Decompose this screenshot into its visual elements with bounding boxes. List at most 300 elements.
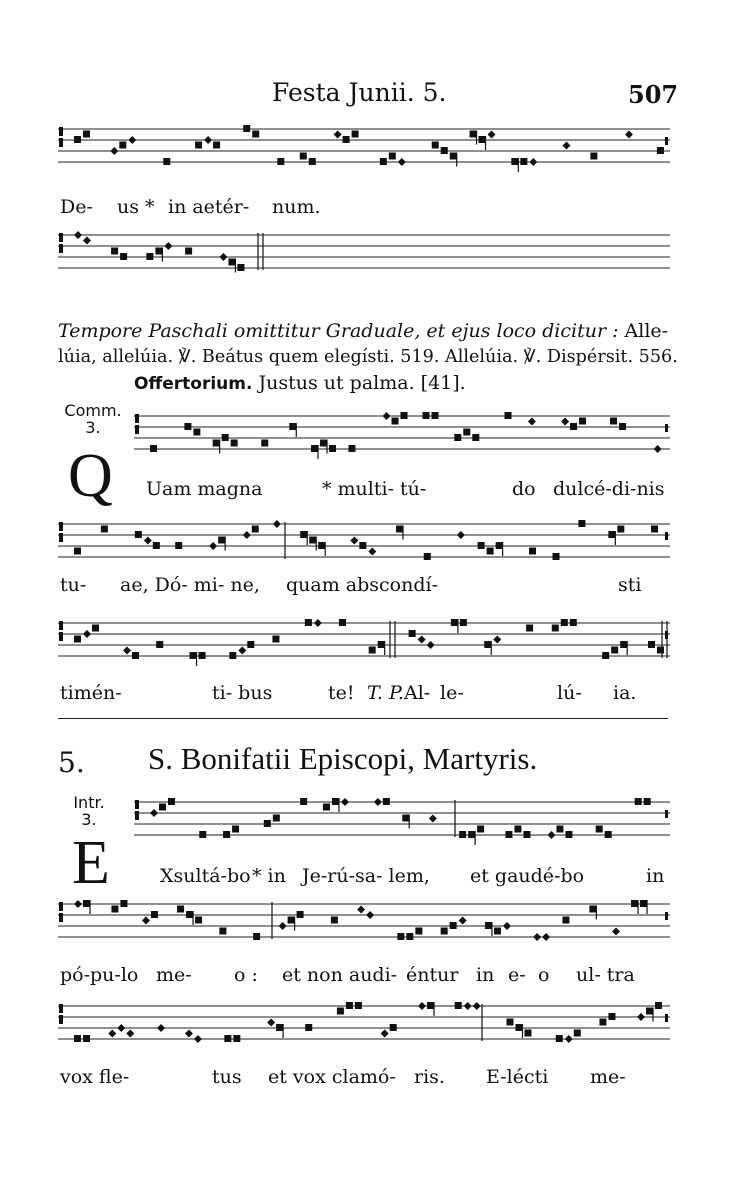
neume-punctum xyxy=(608,1013,615,1020)
neume-punctum xyxy=(83,131,90,138)
lyric-syllable: Uam magna xyxy=(146,478,263,500)
neume-punctum xyxy=(339,619,346,626)
neume-rhombus xyxy=(164,242,172,250)
neume-punctum xyxy=(561,619,568,626)
lyric-syllable: ul- tra xyxy=(576,964,635,986)
neume-punctum xyxy=(526,625,533,632)
communio-mode: 3. xyxy=(85,418,101,437)
neume-rhombus xyxy=(128,136,136,144)
neume-rhombus xyxy=(561,418,569,426)
neume-punctum xyxy=(155,248,162,255)
rubric-italic: Tempore Paschali omittitur Graduale, et ejus loco dicitur : xyxy=(58,320,619,342)
neume-punctum xyxy=(651,526,658,533)
feast-title: S. Bonifatii Episcopi, Martyris. xyxy=(148,741,538,776)
neume-punctum xyxy=(396,526,403,533)
neume-punctum xyxy=(620,641,627,648)
neume-rhombus xyxy=(126,1030,134,1038)
running-title: Festa Junii. 5. xyxy=(272,78,447,107)
neume-punctum xyxy=(346,1002,353,1009)
neume-punctum xyxy=(556,1035,563,1042)
neume-punctum xyxy=(655,1002,662,1009)
neume-punctum xyxy=(232,826,239,833)
neume-rhombus xyxy=(74,231,82,239)
neume-punctum xyxy=(153,542,160,549)
neume-punctum xyxy=(264,820,271,827)
neume-punctum xyxy=(213,440,220,447)
neume-rhombus xyxy=(418,1002,426,1010)
neume-rhombus xyxy=(243,531,251,539)
neume-punctum xyxy=(309,537,316,544)
neume-punctum xyxy=(195,917,202,924)
neume-punctum xyxy=(277,158,284,165)
clef-c-upper xyxy=(59,1004,63,1013)
lyric-syllable: in xyxy=(646,865,665,887)
neume-punctum xyxy=(397,933,404,940)
neume-punctum xyxy=(646,1008,653,1015)
lyric-syllable: et vox clamó- xyxy=(268,1066,396,1088)
neume-punctum xyxy=(272,636,279,643)
neume-rhombus xyxy=(350,537,358,545)
neume-punctum xyxy=(589,906,596,913)
neume-punctum xyxy=(331,917,338,924)
neume-punctum xyxy=(359,542,366,549)
neume-rhombus xyxy=(473,1002,481,1010)
neume-rhombus xyxy=(529,158,537,166)
neume-punctum xyxy=(599,1019,606,1026)
neume-punctum xyxy=(355,1002,362,1009)
neume-punctum xyxy=(337,1008,344,1015)
neume-punctum xyxy=(74,636,81,643)
neume-punctum xyxy=(320,440,327,447)
lyric-syllable: o xyxy=(538,964,550,986)
neume-punctum xyxy=(441,928,448,935)
offertorium-label: Offertorium. xyxy=(134,374,253,394)
neume-punctum xyxy=(402,815,409,822)
neume-punctum xyxy=(605,831,612,838)
neume-punctum xyxy=(565,831,572,838)
neume-rhombus xyxy=(108,1030,116,1038)
neume-punctum xyxy=(596,826,603,833)
lyric-syllable: De- xyxy=(60,196,93,218)
neume-punctum xyxy=(472,434,479,441)
neume-punctum xyxy=(610,418,617,425)
neume-punctum xyxy=(406,933,413,940)
neume-punctum xyxy=(252,131,259,138)
clef-c-lower xyxy=(59,913,63,922)
lyric-syllable: sti xyxy=(618,574,642,596)
lyric-syllable: lú- xyxy=(557,682,582,704)
rubric-tail: Alle- xyxy=(624,320,669,342)
neume-punctum xyxy=(506,1019,513,1026)
neume-punctum xyxy=(184,423,191,430)
lyric-syllable: num. xyxy=(272,196,321,218)
neume-punctum xyxy=(631,900,638,907)
neume-rhombus xyxy=(533,933,541,941)
neume-rhombus xyxy=(185,1030,193,1038)
neume-punctum xyxy=(432,142,439,149)
lyric-syllable: éntur xyxy=(406,964,459,986)
neume-rhombus xyxy=(429,815,437,823)
neume-punctum xyxy=(515,1024,522,1031)
neume-rhombus xyxy=(457,531,465,539)
neume-rhombus xyxy=(381,1030,389,1038)
neume-punctum xyxy=(611,647,618,654)
neume-rhombus xyxy=(493,636,501,644)
neume-rhombus xyxy=(637,1013,645,1021)
neume-punctum xyxy=(579,418,586,425)
lyric-syllable: quam abscondí- xyxy=(286,574,438,596)
neume-punctum xyxy=(305,1024,312,1031)
communio-initial: Q xyxy=(68,442,113,510)
neume-punctum xyxy=(343,136,350,143)
neume-punctum xyxy=(424,553,431,560)
neume-punctum xyxy=(252,526,259,533)
neume-punctum xyxy=(644,798,651,805)
neume-punctum xyxy=(229,652,236,659)
neume-punctum xyxy=(529,548,536,555)
neume-punctum xyxy=(570,423,577,430)
neume-punctum xyxy=(432,412,439,419)
custos xyxy=(665,532,668,540)
neume-punctum xyxy=(289,423,296,430)
neume-punctum xyxy=(332,798,339,805)
custos xyxy=(665,810,668,818)
neume-punctum xyxy=(159,804,166,811)
offertorium-text: Justus ut palma. [41]. xyxy=(258,372,466,394)
neume-punctum xyxy=(552,625,559,632)
neume-punctum xyxy=(218,537,225,544)
lyric-syllable: me- xyxy=(590,1066,626,1088)
neume-rhombus xyxy=(314,619,322,627)
rubric-line-2: lúia, allelúia. ℣. Beátus quem elegísti. 519. Allelúia. ℣. Dispérsit. 556. xyxy=(58,347,678,367)
neume-punctum xyxy=(553,553,560,560)
clef-c-upper xyxy=(59,902,63,911)
neume-rhombus xyxy=(565,1035,573,1043)
neume-punctum xyxy=(309,158,316,165)
page-number: 507 xyxy=(628,80,679,109)
neume-punctum xyxy=(454,434,461,441)
neume-punctum xyxy=(83,1035,90,1042)
neume-rhombus xyxy=(144,537,152,545)
neume-punctum xyxy=(74,548,81,555)
neume-rhombus xyxy=(273,520,281,528)
neume-rhombus xyxy=(547,831,555,839)
clef-c-lower xyxy=(59,138,63,147)
neume-punctum xyxy=(233,1035,240,1042)
neume-rhombus xyxy=(427,641,435,649)
lyric-syllable: in aetér- xyxy=(168,196,250,218)
neume-punctum xyxy=(111,906,118,913)
clef-c-upper xyxy=(59,621,63,630)
neume-punctum xyxy=(228,259,235,266)
staff-system-1 xyxy=(0,123,753,183)
neume-rhombus xyxy=(612,928,620,936)
staff-system-4 xyxy=(0,518,753,578)
lyric-syllable: et gaudé-bo xyxy=(470,865,585,887)
lyric-syllable: E-lécti xyxy=(486,1066,549,1088)
neume-punctum xyxy=(477,826,484,833)
neume-rhombus xyxy=(267,1019,275,1027)
neume-punctum xyxy=(193,429,200,436)
neume-punctum xyxy=(496,542,503,549)
neume-rhombus xyxy=(562,142,570,150)
neume-rhombus xyxy=(341,798,349,806)
staff-system-7 xyxy=(0,898,753,958)
lyric-syllable: tus xyxy=(212,1066,242,1088)
clef-c-upper xyxy=(135,800,139,809)
staff-system-3 xyxy=(0,410,753,470)
neume-punctum xyxy=(219,928,226,935)
neume-rhombus xyxy=(204,136,212,144)
neume-rhombus xyxy=(194,1035,202,1043)
neume-rhombus xyxy=(368,548,376,556)
neume-punctum xyxy=(352,131,359,138)
neume-punctum xyxy=(175,542,182,549)
neume-punctum xyxy=(146,253,153,260)
neume-punctum xyxy=(120,900,127,907)
neume-punctum xyxy=(135,531,142,538)
introit-mode: 3. xyxy=(81,810,97,829)
lyric-syllable: Je-rú-sa- lem, xyxy=(302,865,430,887)
neume-punctum xyxy=(151,911,158,918)
neume-punctum xyxy=(570,619,577,626)
neume-punctum xyxy=(409,630,416,637)
neume-punctum xyxy=(120,253,127,260)
neume-punctum xyxy=(478,542,485,549)
neume-rhombus xyxy=(150,809,158,817)
lyric-syllable: te! xyxy=(328,682,355,704)
neume-rhombus xyxy=(74,900,82,908)
neume-punctum xyxy=(92,625,99,632)
neume-punctum xyxy=(617,526,624,533)
clef-c-upper xyxy=(59,233,63,242)
clef-c-lower xyxy=(59,244,63,253)
neume-punctum xyxy=(300,153,307,160)
neume-punctum xyxy=(369,647,376,654)
neume-rhombus xyxy=(464,1002,472,1010)
neume-rhombus xyxy=(117,1024,125,1032)
lyric-syllable: dulcé-di-nis xyxy=(553,478,665,500)
neume-punctum xyxy=(297,911,304,918)
neume-punctum xyxy=(190,652,197,659)
neume-rhombus xyxy=(418,636,426,644)
lyric-syllable: do xyxy=(512,478,536,500)
lyric-syllable: le- xyxy=(440,682,464,704)
neume-punctum xyxy=(470,131,477,138)
neume-punctum xyxy=(514,826,521,833)
neume-punctum xyxy=(648,641,655,648)
neume-rhombus xyxy=(459,917,467,925)
neume-rhombus xyxy=(238,647,246,655)
staff-system-2 xyxy=(0,229,753,289)
lyric-syllable: et non audi- xyxy=(282,964,398,986)
neume-rhombus xyxy=(374,798,382,806)
neume-punctum xyxy=(318,542,325,549)
custos xyxy=(665,1014,668,1022)
lyric-syllable: me- xyxy=(156,964,192,986)
neume-punctum xyxy=(524,1030,531,1037)
neume-rhombus xyxy=(279,922,287,930)
feast-number: 5. xyxy=(58,746,85,779)
neume-punctum xyxy=(168,798,175,805)
lyric-syllable: Xsultá-bo xyxy=(160,865,251,887)
neume-punctum xyxy=(484,641,491,648)
neume-punctum xyxy=(640,900,647,907)
neume-punctum xyxy=(635,798,642,805)
neume-punctum xyxy=(590,153,597,160)
clef-c-lower xyxy=(59,632,63,641)
neume-rhombus xyxy=(83,237,91,245)
neume-punctum xyxy=(520,158,527,165)
neume-punctum xyxy=(348,445,355,452)
neume-rhombus xyxy=(542,933,550,941)
lyric-syllable: tu- xyxy=(60,574,87,596)
neume-punctum xyxy=(619,423,626,430)
neume-punctum xyxy=(329,445,336,452)
neume-punctum xyxy=(261,440,268,447)
neume-rhombus xyxy=(398,158,406,166)
neume-punctum xyxy=(237,264,244,271)
neume-rhombus xyxy=(142,917,150,925)
neume-punctum xyxy=(150,445,157,452)
neume-rhombus xyxy=(357,906,365,914)
neume-punctum xyxy=(463,429,470,436)
neume-punctum xyxy=(156,641,163,648)
neume-punctum xyxy=(276,1024,283,1031)
neume-rhombus xyxy=(654,445,662,453)
custos xyxy=(665,631,668,639)
clef-c-upper xyxy=(135,414,139,423)
neume-punctum xyxy=(389,153,396,160)
lyric-syllable: * in xyxy=(252,865,286,887)
custos xyxy=(665,912,668,920)
neume-punctum xyxy=(380,158,387,165)
neume-punctum xyxy=(427,1002,434,1009)
neume-punctum xyxy=(243,125,250,132)
staff-system-5 xyxy=(0,617,753,677)
neume-punctum xyxy=(657,147,664,154)
introit-initial: E xyxy=(72,829,110,897)
neume-punctum xyxy=(195,142,202,149)
lyric-syllable: o : xyxy=(234,964,258,986)
neume-punctum xyxy=(505,831,512,838)
lyric-syllable: T. P. xyxy=(367,682,404,704)
introit-label-text: Intr. xyxy=(73,793,105,812)
neume-punctum xyxy=(300,798,307,805)
lyric-syllable: us * xyxy=(117,196,155,218)
neume-punctum xyxy=(450,922,457,929)
neume-punctum xyxy=(460,619,467,626)
neume-punctum xyxy=(459,831,466,838)
neume-punctum xyxy=(199,652,206,659)
neume-punctum xyxy=(231,440,238,447)
neume-punctum xyxy=(556,826,563,833)
clef-c-lower xyxy=(135,425,139,434)
neume-punctum xyxy=(288,917,295,924)
neume-punctum xyxy=(132,652,139,659)
clef-c-lower xyxy=(135,811,139,820)
neume-punctum xyxy=(657,647,664,654)
neume-rhombus xyxy=(488,131,496,139)
neume-punctum xyxy=(608,531,615,538)
neume-rhombus xyxy=(157,1024,165,1032)
neume-punctum xyxy=(578,520,585,527)
clef-c-upper xyxy=(59,127,63,136)
neume-punctum xyxy=(305,619,312,626)
neume-punctum xyxy=(300,531,307,538)
lyric-syllable: ti- bus xyxy=(212,682,273,704)
neume-punctum xyxy=(74,136,81,143)
neume-punctum xyxy=(450,153,457,160)
neume-rhombus xyxy=(503,922,511,930)
neume-punctum xyxy=(224,1035,231,1042)
neume-punctum xyxy=(111,248,118,255)
lyric-syllable: * multi- tú- xyxy=(322,478,427,500)
neume-punctum xyxy=(505,412,512,419)
neume-punctum xyxy=(441,147,448,154)
neume-rhombus xyxy=(383,412,391,420)
neume-punctum xyxy=(511,158,518,165)
lyric-syllable: ia. xyxy=(613,682,637,704)
neume-punctum xyxy=(494,928,501,935)
neume-punctum xyxy=(199,831,206,838)
neume-rhombus xyxy=(528,418,536,426)
neume-punctum xyxy=(423,412,430,419)
neume-rhombus xyxy=(110,147,118,155)
neume-punctum xyxy=(487,548,494,555)
lyric-syllable: pó-pu-lo xyxy=(60,964,139,986)
neume-punctum xyxy=(74,1035,81,1042)
neume-punctum xyxy=(323,804,330,811)
neume-punctum xyxy=(101,526,108,533)
staff-system-8 xyxy=(0,1000,753,1060)
section-divider xyxy=(58,718,668,719)
offertorium-line xyxy=(134,372,466,394)
neume-punctum xyxy=(163,158,170,165)
neume-punctum xyxy=(186,911,193,918)
lyric-syllable: timén- xyxy=(60,682,122,704)
neume-punctum xyxy=(574,1030,581,1037)
neume-punctum xyxy=(83,900,90,907)
neume-punctum xyxy=(253,933,260,940)
lyric-syllable: ris. xyxy=(414,1066,445,1088)
communio-label-text: Comm. xyxy=(64,401,122,420)
neume-rhombus xyxy=(366,911,374,919)
neume-rhombus xyxy=(83,630,91,638)
neume-rhombus xyxy=(625,131,633,139)
lyric-syllable: vox fle- xyxy=(60,1066,130,1088)
lyric-syllable: e- xyxy=(508,964,526,986)
neume-punctum xyxy=(383,798,390,805)
lyric-syllable: ae, Dó- mi- ne, xyxy=(120,574,260,596)
custos xyxy=(665,137,668,145)
neume-punctum xyxy=(378,641,385,648)
neume-punctum xyxy=(401,412,408,419)
lyric-syllable: Al- xyxy=(404,682,431,704)
lyric-syllable: in xyxy=(476,964,495,986)
neume-punctum xyxy=(602,652,609,659)
neume-punctum xyxy=(523,831,530,838)
custos xyxy=(665,424,668,432)
neume-punctum xyxy=(185,248,192,255)
neume-punctum xyxy=(562,917,569,924)
neume-punctum xyxy=(415,928,422,935)
neume-rhombus xyxy=(219,253,227,261)
neume-punctum xyxy=(468,831,475,838)
neume-punctum xyxy=(455,1002,462,1009)
neume-punctum xyxy=(390,1024,397,1031)
neume-punctum xyxy=(247,641,254,648)
